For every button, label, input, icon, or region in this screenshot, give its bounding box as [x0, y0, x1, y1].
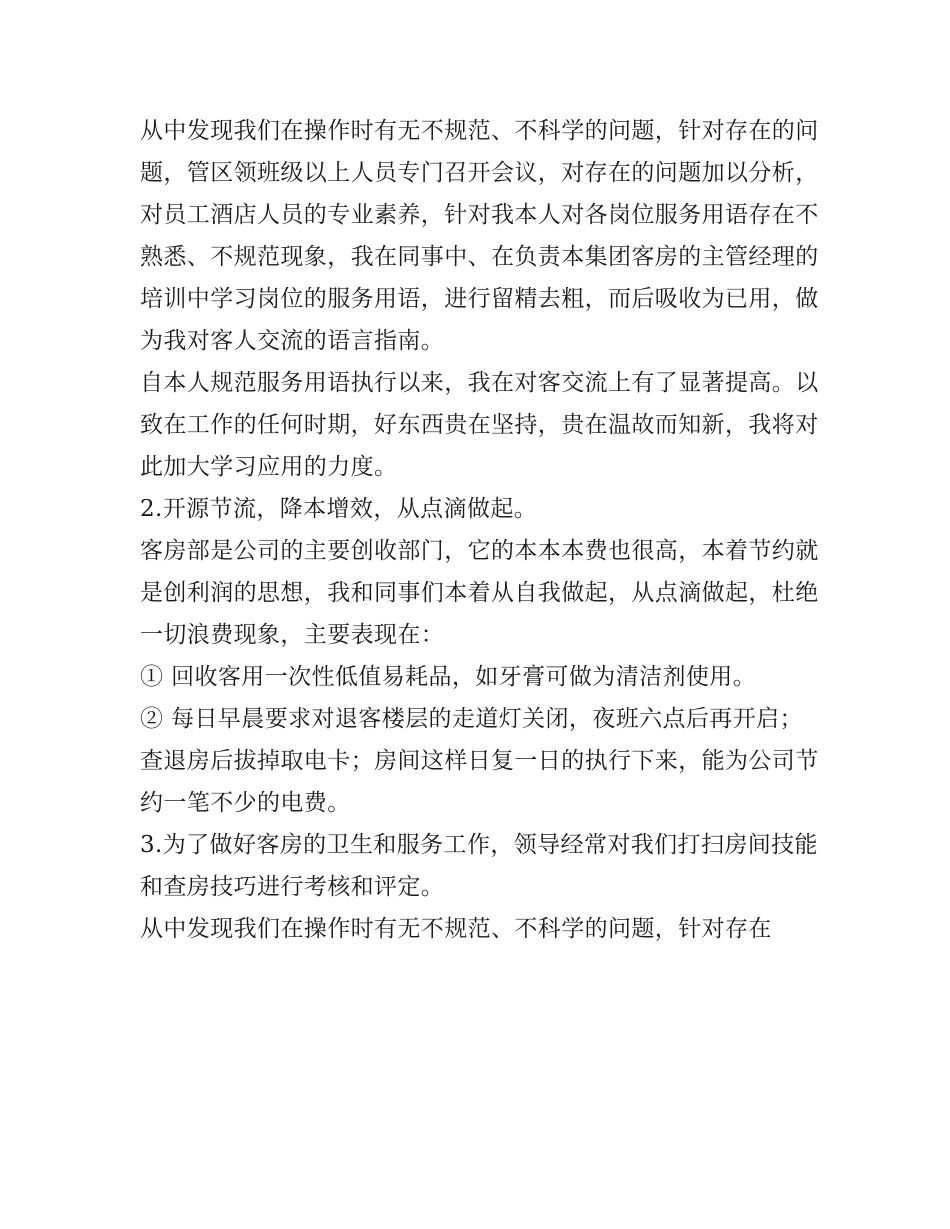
- paragraph-housekeeping-cost: 客房部是公司的主要创收部门，它的本本本费也很高，本着节约就是创利润的思想，我和同事们本着从自我做起，从点滴做起，杜绝一切浪费现象，主要表现在：: [140, 538, 819, 648]
- section-heading-cost-saving: 2.开源节流，降本增效，从点滴做起。: [140, 496, 538, 522]
- section-heading-assessment: 3.为了做好客房的卫生和服务工作，领导经常对我们打扫房间技能和查房技巧进行考核和评定。: [140, 832, 818, 900]
- list-item-save-electricity: ② 每日早晨要求对退客楼层的走道灯关闭，夜班六点后再开启；查退房后拔掉取电卡；房间这样日复一日的执行下来，能为公司节约一笔不少的电费。: [140, 706, 819, 816]
- paragraph-problem-analysis-continued: 从中发现我们在操作时有无不规范、不科学的问题，针对存在: [140, 916, 772, 942]
- paragraph-service-language-result: 自本人规范服务用语执行以来，我在对客交流上有了显著提高。以致在工作的任何时期，好东西贵在坚持，贵在温故而知新，我将对此加大学习应用的力度。: [140, 370, 819, 480]
- paragraph-problem-analysis: 从中发现我们在操作时有无不规范、不科学的问题，针对存在的问题，管区领班级以上人员专门召开会议，对存在的问题加以分析，对员工酒店人员的专业素养，针对我本人对各岗位服务用语存在不熟悉、不规范现象，我在同事中、在负责本集团客房的主管经理的培训中学习岗位的服务用语，进行留精去粗，而后吸收为已用，做为我对客人交流的语言指南。: [140, 118, 819, 354]
- list-item-recycle-amenities: ① 回收客用一次性低值易耗品，如牙膏可做为清洁剂使用。: [140, 664, 757, 690]
- document-body: [140, 110, 820, 950]
